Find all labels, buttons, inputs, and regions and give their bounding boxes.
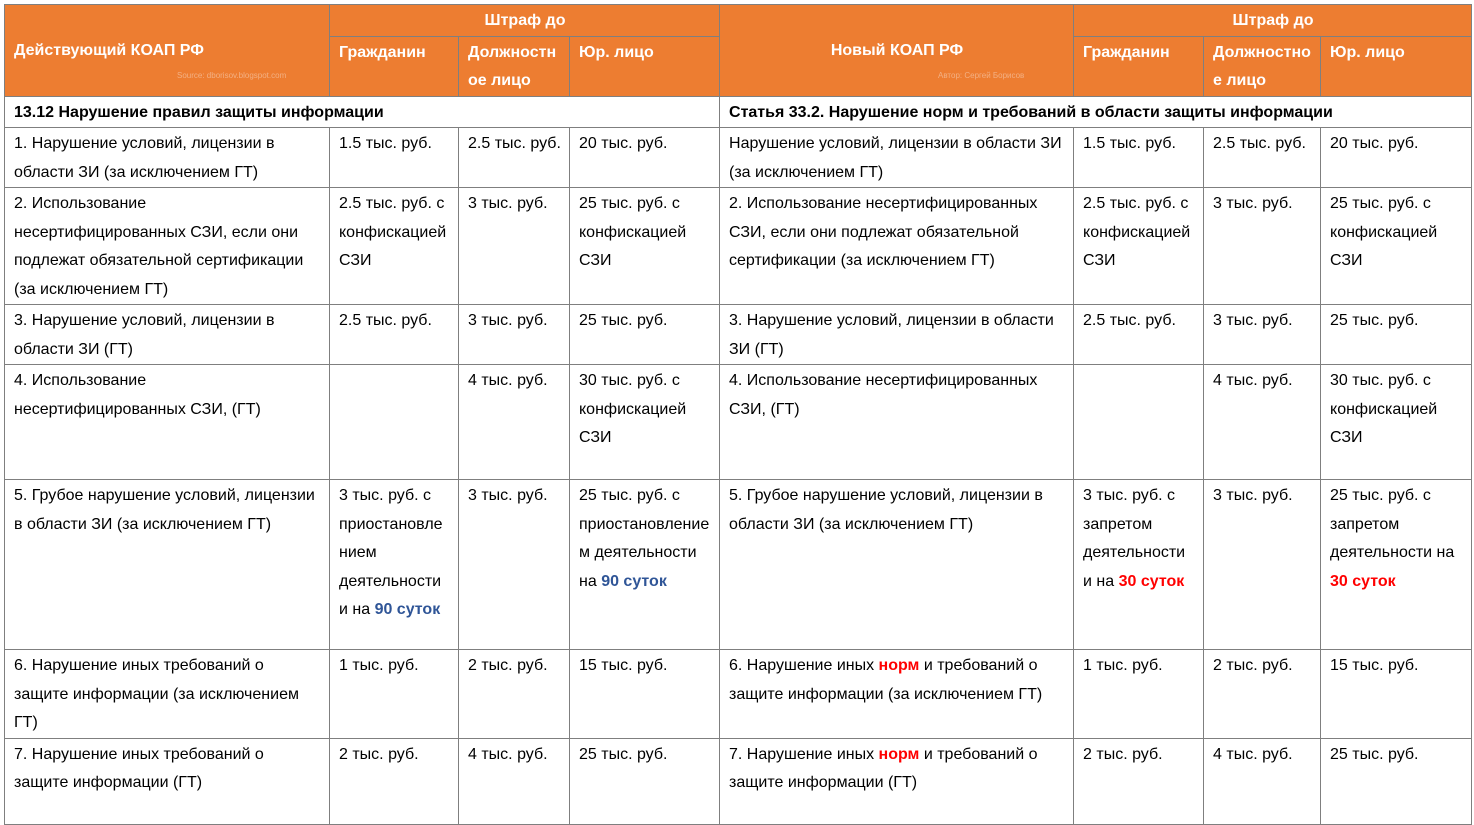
old-fine-official: 4 тыс. руб. bbox=[459, 365, 570, 480]
koap-comparison-table bbox=[4, 4, 1472, 825]
new-fine-legal: 30 тыс. руб. с конфискацией СЗИ bbox=[1321, 365, 1472, 480]
new-citizen-ban-days: 30 суток bbox=[1118, 572, 1185, 590]
new-fine-citizen-text: 3 тыс. руб. с запретом деятельности и на bbox=[1083, 487, 1186, 590]
header-current-koap: Действующий КОАП РФ Source: dborisov.blogspot.com bbox=[5, 5, 330, 97]
new-description-text-tail: и требований о защите информации (за исключением ГТ) bbox=[729, 657, 1043, 703]
old-description: 6. Нарушение иных требований о защите информации (за исключением ГТ) bbox=[5, 650, 330, 739]
old-fine-legal: 20 тыс. руб. bbox=[570, 128, 720, 188]
new-description-text-tail: и требований о защите информации (ГТ) bbox=[729, 745, 1038, 791]
new-description-highlight: норм bbox=[878, 657, 920, 674]
new-fine-citizen: 2.5 тыс. руб. с конфискацией СЗИ bbox=[1074, 188, 1204, 305]
header-new-koap: Новый КОАП РФ Автор: Сергей Борисов bbox=[720, 5, 1074, 97]
old-citizen-suspension-days: 90 суток bbox=[374, 601, 441, 618]
new-description: 5. Грубое нарушение условий, лицензии в области ЗИ (за исключением ГТ) bbox=[720, 480, 1074, 650]
table-row bbox=[5, 188, 1472, 305]
new-fine-citizen: 1 тыс. руб. bbox=[1074, 650, 1204, 739]
table-row bbox=[5, 128, 1472, 188]
new-description: Нарушение условий, лицензии в области ЗИ (за исключением ГТ) bbox=[720, 128, 1074, 188]
new-fine-official: 3 тыс. руб. bbox=[1204, 480, 1321, 650]
new-description-highlight: норм bbox=[878, 745, 920, 763]
new-fine-citizen bbox=[1074, 365, 1204, 480]
new-fine-legal: 25 тыс. руб. bbox=[1321, 738, 1472, 824]
old-description: 4. Использование несертифицированных СЗИ, (ГТ) bbox=[5, 365, 330, 480]
new-fine-citizen bbox=[1074, 480, 1204, 650]
new-description-text: 7. Нарушение иных bbox=[729, 745, 879, 763]
old-fine-legal bbox=[570, 480, 720, 650]
new-description bbox=[720, 738, 1074, 824]
new-fine-legal-text: 25 тыс. руб. с запретом деятельности на bbox=[1330, 487, 1455, 561]
old-description: 1. Нарушение условий, лицензии в области ЗИ (за исключением ГТ) bbox=[5, 128, 330, 188]
old-fine-official: 4 тыс. руб. bbox=[459, 738, 570, 824]
old-fine-legal: 25 тыс. руб. bbox=[570, 738, 720, 824]
old-fine-citizen bbox=[330, 365, 459, 480]
new-fine-legal: 20 тыс. руб. bbox=[1321, 128, 1472, 188]
old-fine-legal: 25 тыс. руб. с конфискацией СЗИ bbox=[570, 188, 720, 305]
old-description: 3. Нарушение условий, лицензии в области ЗИ (ГТ) bbox=[5, 305, 330, 365]
old-fine-citizen: 2.5 тыс. руб. с конфискацией СЗИ bbox=[330, 188, 459, 305]
header-legal-new: Юр. лицо bbox=[1321, 36, 1472, 96]
new-fine-official: 4 тыс. руб. bbox=[1204, 365, 1321, 480]
header-official-old: Должностное лицо bbox=[459, 36, 570, 96]
new-fine-official: 3 тыс. руб. bbox=[1204, 188, 1321, 305]
table-row bbox=[5, 650, 1472, 739]
old-fine-citizen: 2 тыс. руб. bbox=[330, 738, 459, 824]
old-description: 2. Использование несертифицированных СЗИ, если они подлежат обязательной сертификации (за исключением ГТ) bbox=[5, 188, 330, 305]
old-fine-citizen bbox=[330, 480, 459, 650]
new-fine-official: 4 тыс. руб. bbox=[1204, 738, 1321, 824]
new-fine-official: 2.5 тыс. руб. bbox=[1204, 128, 1321, 188]
header-official-new: Должностное лицо bbox=[1204, 36, 1321, 96]
header-fine-group-new: Штраф до bbox=[1074, 5, 1472, 37]
new-fine-citizen: 2 тыс. руб. bbox=[1074, 738, 1204, 824]
new-fine-citizen: 2.5 тыс. руб. bbox=[1074, 305, 1204, 365]
old-description: 7. Нарушение иных требований о защите информации (ГТ) bbox=[5, 738, 330, 824]
new-fine-citizen: 1.5 тыс. руб. bbox=[1074, 128, 1204, 188]
new-legal-ban-days: 30 суток bbox=[1330, 572, 1396, 590]
new-description: 3. Нарушение условий, лицензии в области ЗИ (ГТ) bbox=[720, 305, 1074, 365]
old-fine-legal: 30 тыс. руб. с конфискацией СЗИ bbox=[570, 365, 720, 480]
old-fine-official: 2.5 тыс. руб. bbox=[459, 128, 570, 188]
new-fine-official: 2 тыс. руб. bbox=[1204, 650, 1321, 739]
old-fine-legal: 25 тыс. руб. bbox=[570, 305, 720, 365]
old-fine-legal: 15 тыс. руб. bbox=[570, 650, 720, 739]
watermark-author: Автор: Сергей Борисов bbox=[938, 71, 1025, 80]
old-fine-citizen: 1.5 тыс. руб. bbox=[330, 128, 459, 188]
new-fine-legal: 15 тыс. руб. bbox=[1321, 650, 1472, 739]
table-row bbox=[5, 738, 1472, 824]
table-row bbox=[5, 480, 1472, 650]
new-description: 2. Использование несертифицированных СЗИ, если они подлежат обязательной сертификации (за исключением ГТ) bbox=[720, 188, 1074, 305]
new-fine-legal: 25 тыс. руб. bbox=[1321, 305, 1472, 365]
new-fine-official: 3 тыс. руб. bbox=[1204, 305, 1321, 365]
old-fine-legal-text: 25 тыс. руб. с приостановлением деятельности на bbox=[579, 487, 710, 590]
old-legal-suspension-days: 90 суток bbox=[601, 572, 667, 590]
table-row bbox=[5, 305, 1472, 365]
old-fine-official: 2 тыс. руб. bbox=[459, 650, 570, 739]
header-citizen-new: Гражданин bbox=[1074, 36, 1204, 96]
old-fine-citizen: 2.5 тыс. руб. bbox=[330, 305, 459, 365]
new-description: 4. Использование несертифицированных СЗИ, (ГТ) bbox=[720, 365, 1074, 480]
old-description: 5. Грубое нарушение условий, лицензии в области ЗИ (за исключением ГТ) bbox=[5, 480, 330, 650]
section-title-new: Статья 33.2. Нарушение норм и требований в области защиты информации bbox=[720, 96, 1472, 128]
header-citizen-old: Гражданин bbox=[330, 36, 459, 96]
new-description bbox=[720, 650, 1074, 739]
old-fine-official: 3 тыс. руб. bbox=[459, 188, 570, 305]
old-fine-official: 3 тыс. руб. bbox=[459, 305, 570, 365]
new-fine-legal: 25 тыс. руб. с конфискацией СЗИ bbox=[1321, 188, 1472, 305]
old-fine-citizen: 1 тыс. руб. bbox=[330, 650, 459, 739]
header-fine-group-old: Штраф до bbox=[330, 5, 720, 37]
old-fine-citizen-text: 3 тыс. руб. с приостановлением деятельности и на bbox=[339, 487, 443, 618]
new-description-text: 6. Нарушение иных bbox=[729, 657, 879, 674]
new-fine-legal bbox=[1321, 480, 1472, 650]
section-title-current: 13.12 Нарушение правил защиты информации bbox=[5, 96, 720, 128]
old-fine-official: 3 тыс. руб. bbox=[459, 480, 570, 650]
watermark-source: Source: dborisov.blogspot.com bbox=[177, 71, 287, 80]
header-legal-old: Юр. лицо bbox=[570, 36, 720, 96]
table-row bbox=[5, 365, 1472, 480]
